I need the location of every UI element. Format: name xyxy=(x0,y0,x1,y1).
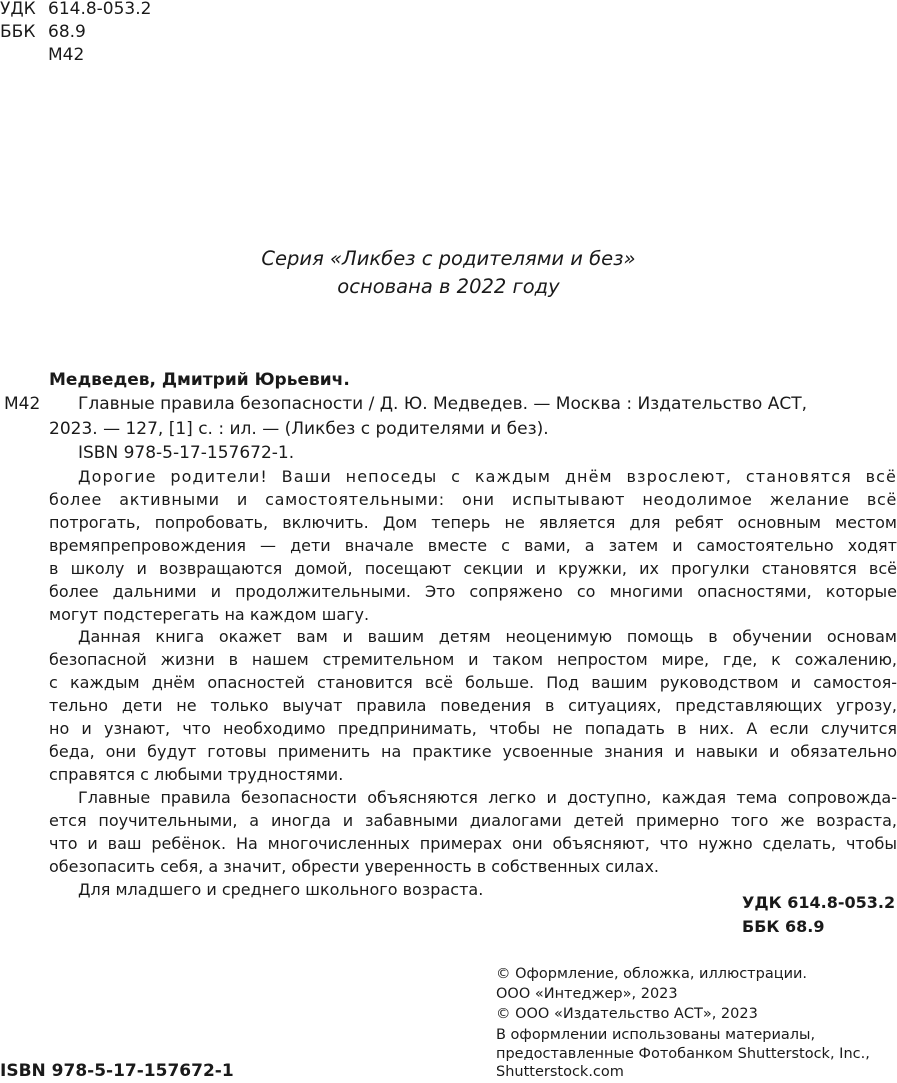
udk-row xyxy=(0,0,151,21)
annotation-line: тельно дети не только выучат правила поведения в ситуациях, представляющих угрозу, xyxy=(49,696,897,715)
copyright-line: В оформлении использованы материалы, xyxy=(496,1027,816,1043)
annotation-line: ется поучительными, а иногда и забавными диалогами детей примерно того же возраста, xyxy=(49,811,897,830)
annotation-line: с каждым днём опасностей становится всё больше. Под вашим руководством и самостоя- xyxy=(49,673,897,692)
annotation-line: что и ваш ребёнок. На многочисленных примерах они объясняют, что нужно сделать, чтобы xyxy=(49,834,897,853)
annotation-line: более дальними и продолжительными. Это сопряжено со многими опасностями, которые xyxy=(49,582,897,601)
annotation-line: Главные правила безопасности объясняются легко и доступно, каждая тема сопровожда- xyxy=(78,788,897,807)
annotation-line: в школу и возвращаются домой, посещают секции и кружки, их прогулки становятся всё xyxy=(49,559,897,578)
copyright-line: © Оформление, обложка, иллюстрации. xyxy=(496,966,808,982)
annotation-line: могут подстерегать на каждом шагу. xyxy=(49,605,370,624)
bib-title-line-1: Главные правила безопасности / Д. Ю. Медведев. — Москва : Издательство АСТ, xyxy=(78,394,807,414)
author-mark-side: М42 xyxy=(4,394,41,414)
annotation-line: времяпрепровождения — дети вначале вместе с вами, а затем и самостоятельно ходят xyxy=(49,536,897,555)
annotation-line: Для младшего и среднего школьного возраста. xyxy=(78,880,484,899)
author-mark-value: М42 xyxy=(48,45,85,65)
annotation-line: Данная книга окажет вам и вашим детям неоценимую помощь в обучении основам xyxy=(78,627,897,646)
annotation-line: обезопасить себя, а значит, обрести уверенность в собственных силах. xyxy=(49,857,659,876)
bbk-label: ББК xyxy=(0,22,36,42)
udk-code-bold: УДК 614.8-053.2 xyxy=(742,893,896,912)
annotation-line: беда, они будут готовы применить на практике усвоенные знания и навыки и обязательно xyxy=(49,742,897,761)
isbn-bottom: ISBN 978-5-17-157672-1 xyxy=(0,1061,234,1081)
bib-isbn: ISBN 978-5-17-157672-1. xyxy=(78,443,295,463)
annotation-line: но и узнают, что необходимо предпринимать, чтобы не попадать в них. А если случится xyxy=(49,719,897,738)
annotation-line: справятся с любыми трудностями. xyxy=(49,765,344,784)
bbk-value: 68.9 xyxy=(48,22,86,42)
bbk-row xyxy=(0,21,86,44)
series-line-2: основана в 2022 году xyxy=(337,275,560,298)
annotation-line: более активными и самостоятельными: они испытывают неодолимое желание всё xyxy=(49,490,897,509)
annotation-line: безопасной жизни в нашем стремительном и таком непростом мире, где, к сожалению, xyxy=(49,650,897,669)
author-heading: Медведев, Дмитрий Юрьевич. xyxy=(49,370,350,390)
bbk-code-bold: ББК 68.9 xyxy=(742,917,825,936)
author-mark-row xyxy=(0,44,84,67)
udk-label: УДК xyxy=(0,0,36,19)
udk-value: 614.8-053.2 xyxy=(48,0,152,19)
annotation-line: потрогать, попробовать, включить. Дом теперь не является для ребят основным местом xyxy=(49,513,897,532)
series-line-1: Серия «Ликбез с родителями и без» xyxy=(261,247,636,270)
copyright-line: ООО «Интеджер», 2023 xyxy=(496,986,678,1002)
bib-title-line-2: 2023. — 127, [1] с. : ил. — (Ликбез с родителями и без). xyxy=(49,419,549,439)
copyright-line: © ООО «Издательство АСТ», 2023 xyxy=(496,1006,758,1022)
copyright-line: предоставленные Фотобанком Shutterstock, Inc., xyxy=(496,1046,870,1062)
annotation-line: Дорогие родители! Ваши непоседы с каждым днём взрослеют, становятся всё xyxy=(78,467,897,486)
copyright-line: Shutterstock.com xyxy=(496,1064,624,1080)
